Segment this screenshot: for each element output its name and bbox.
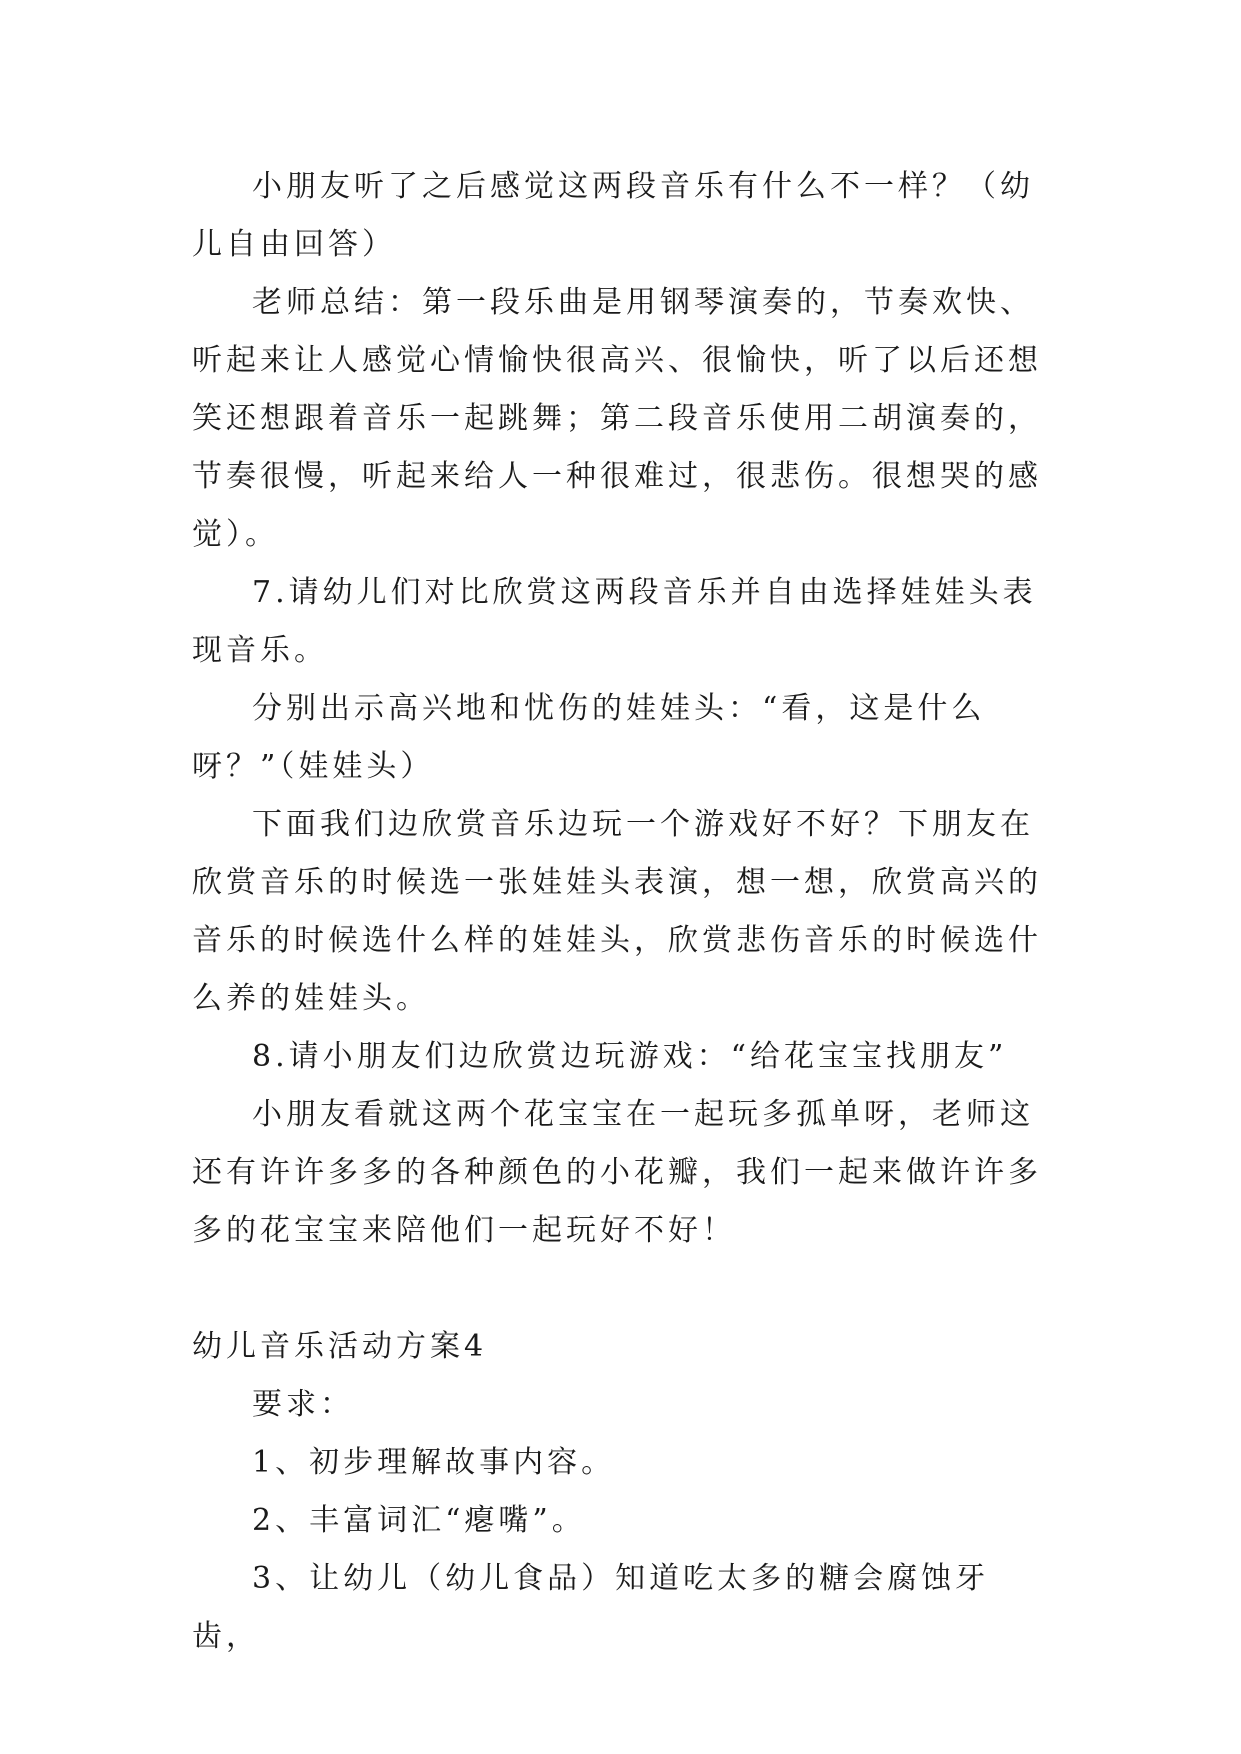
list-item: 2、丰富词汇“瘪嘴”。: [252, 1503, 586, 1538]
paragraph: 小朋友看就这两个花宝宝在一起玩多孤单呀，老师这还有许许多多的各种颜色的小花瓣，我们一起来做许许多多的花宝宝来陪他们一起玩好不好！: [192, 1097, 1042, 1248]
paragraph: 7.请幼儿们对比欣赏这两段音乐并自由选择娃娃头表现音乐。: [192, 575, 1037, 668]
paragraph: 老师总结：第一段乐曲是用钢琴演奏的，节奏欢快、听起来让人感觉心情愉快很高兴、很愉快，听了以后还想笑还想跟着音乐一起跳舞；第二段音乐使用二胡演奏的，节奏很慢，听起来给人一种很难过，很悲伤。很想哭的感觉）。: [192, 285, 1042, 552]
document-body: [192, 158, 1052, 1666]
paragraph: 要求：: [252, 1387, 354, 1422]
section-title: 幼儿音乐活动方案4: [192, 1329, 488, 1364]
list-item: 3、让幼儿（幼儿食品）知道吃太多的糖会腐蚀牙齿，: [192, 1561, 990, 1654]
list-item: 1、初步理解故事内容。: [252, 1445, 616, 1480]
paragraph: 8.请小朋友们边欣赏边玩游戏：“给花宝宝找朋友”: [252, 1039, 1008, 1074]
paragraph: 小朋友听了之后感觉这两段音乐有什么不一样？（幼儿自由回答）: [192, 169, 1034, 262]
paragraph: 分别出示高兴地和忧伤的娃娃头：“看，这是什么呀？”（娃娃头）: [192, 691, 986, 784]
section-spacer: [192, 1260, 1052, 1318]
paragraph: 下面我们边欣赏音乐边玩一个游戏好不好？下朋友在欣赏音乐的时候选一张娃娃头表演，想一想，欣赏高兴的音乐的时候选什么样的娃娃头，欣赏悲伤音乐的时候选什么养的娃娃头。: [192, 807, 1042, 1016]
